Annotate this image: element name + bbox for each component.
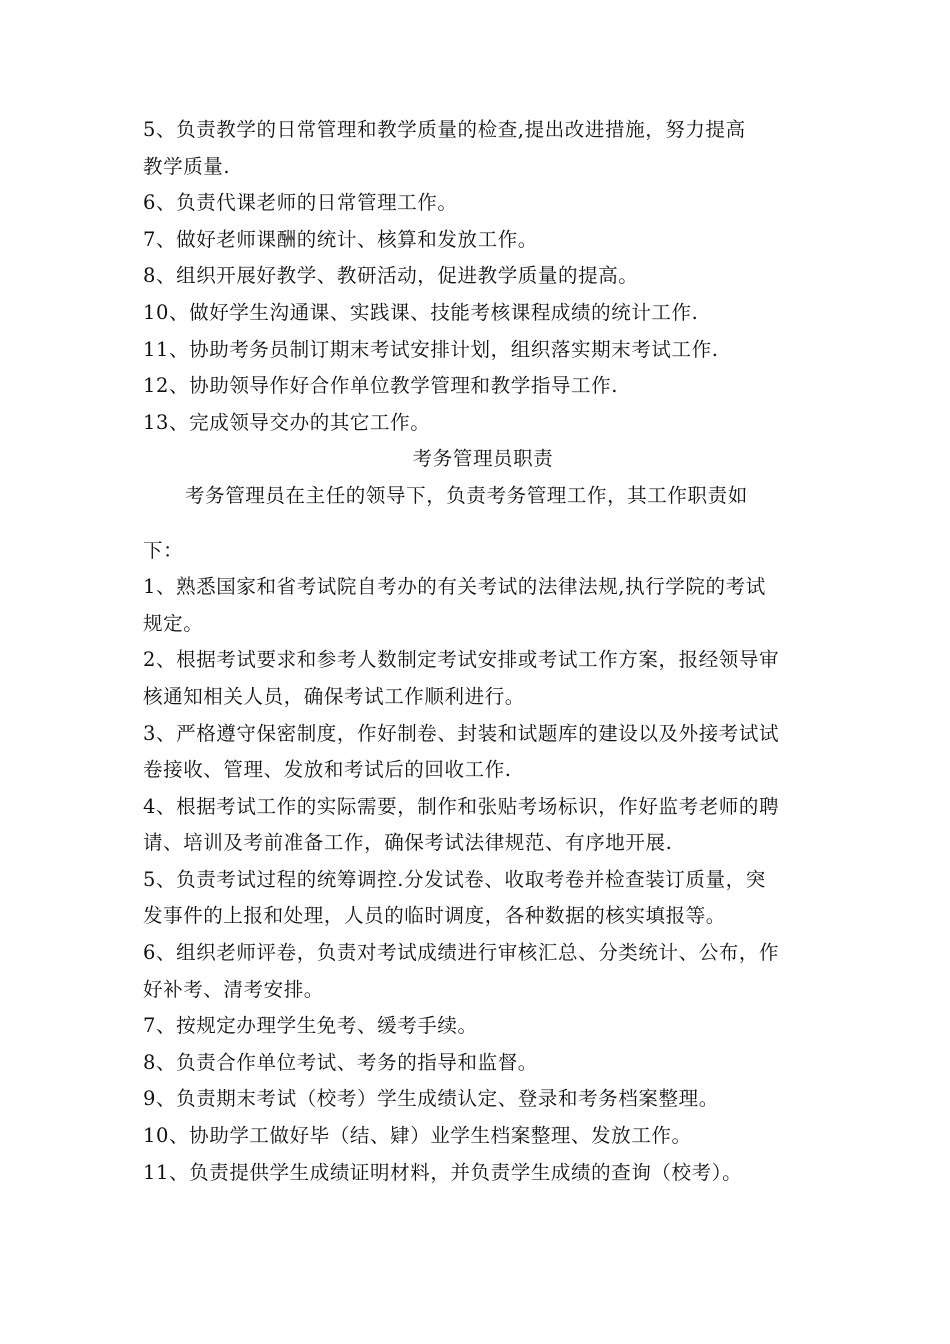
- duty-line: 规定。: [143, 611, 204, 635]
- duty-line: 8、负责合作单位考试、考务的指导和监督。: [143, 1050, 538, 1074]
- duty-line: 7、做好老师课酬的统计、核算和发放工作。: [143, 227, 538, 251]
- spacer: [143, 515, 823, 533]
- exam-duties-list: [143, 569, 823, 1191]
- duty-line: 8、组织开展好教学、教研活动，促进教学质量的提高。: [143, 264, 639, 288]
- duty-line: 6、组织老师评卷，负责对考试成绩进行审核汇总、分类统计、公布，作: [143, 941, 780, 965]
- duty-line: 11、协助考务员制订期末考试安排计划，组织落实期末考试工作.: [143, 337, 719, 361]
- duty-line: 请、培训及考前准备工作，确保考试法律规范、有序地开展.: [143, 831, 673, 855]
- duty-line: 教学质量.: [143, 154, 231, 178]
- duty-line: 核通知相关人员，确保考试工作顺利进行。: [143, 684, 525, 708]
- duty-line: 10、做好学生沟通课、实践课、技能考核课程成绩的统计工作.: [143, 300, 699, 324]
- teaching-duties-list: [143, 112, 823, 441]
- section-title: 考务管理员职责: [412, 447, 554, 471]
- duty-line: 3、严格遵守保密制度，作好制卷、封装和试题库的建设以及外接考试试: [143, 721, 780, 745]
- duty-line: 5、负责考试过程的统筹调控.分发试卷、收取考卷并检查装订质量，突: [143, 867, 766, 891]
- section-intro-continued: 下：: [143, 538, 184, 562]
- duty-line: 2、根据考试要求和参考人数制定考试安排或考试工作方案，报经领导审: [143, 648, 780, 672]
- duty-line: 好补考、清考安排。: [143, 977, 324, 1001]
- duty-line: 7、按规定办理学生免考、缓考手续。: [143, 1014, 478, 1038]
- duty-line: 4、根据考试工作的实际需要，制作和张贴考场标识，作好监考老师的聘: [143, 794, 780, 818]
- document-page: [143, 112, 823, 1191]
- duty-line: 卷接收、管理、发放和考试后的回收工作.: [143, 758, 512, 782]
- duty-line: 6、负责代课老师的日常管理工作。: [143, 191, 458, 215]
- duty-line: 5、负责教学的日常管理和教学质量的检查,提出改进措施，努力提高: [143, 118, 746, 141]
- duty-line: 12、协助领导作好合作单位教学管理和教学指导工作.: [143, 374, 619, 398]
- duty-line: 发事件的上报和处理，人员的临时调度，各种数据的核实填报等。: [143, 904, 726, 928]
- duty-line: 10、协助学工做好毕（结、肄）业学生档案整理、发放工作。: [143, 1124, 692, 1148]
- duty-line: 13、完成领导交办的其它工作。: [143, 410, 431, 434]
- duty-line: 11、负责提供学生成绩证明材料，并负责学生成绩的查询（校考）。: [143, 1160, 743, 1184]
- section-intro: 考务管理员在主任的领导下，负责考务管理工作，其工作职责如: [185, 483, 748, 507]
- duty-line: 9、负责期末考试（校考）学生成绩认定、登录和考务档案整理。: [143, 1087, 719, 1111]
- duty-line: 1、熟悉国家和省考试院自考办的有关考试的法律法规,执行学院的考试: [143, 575, 766, 599]
